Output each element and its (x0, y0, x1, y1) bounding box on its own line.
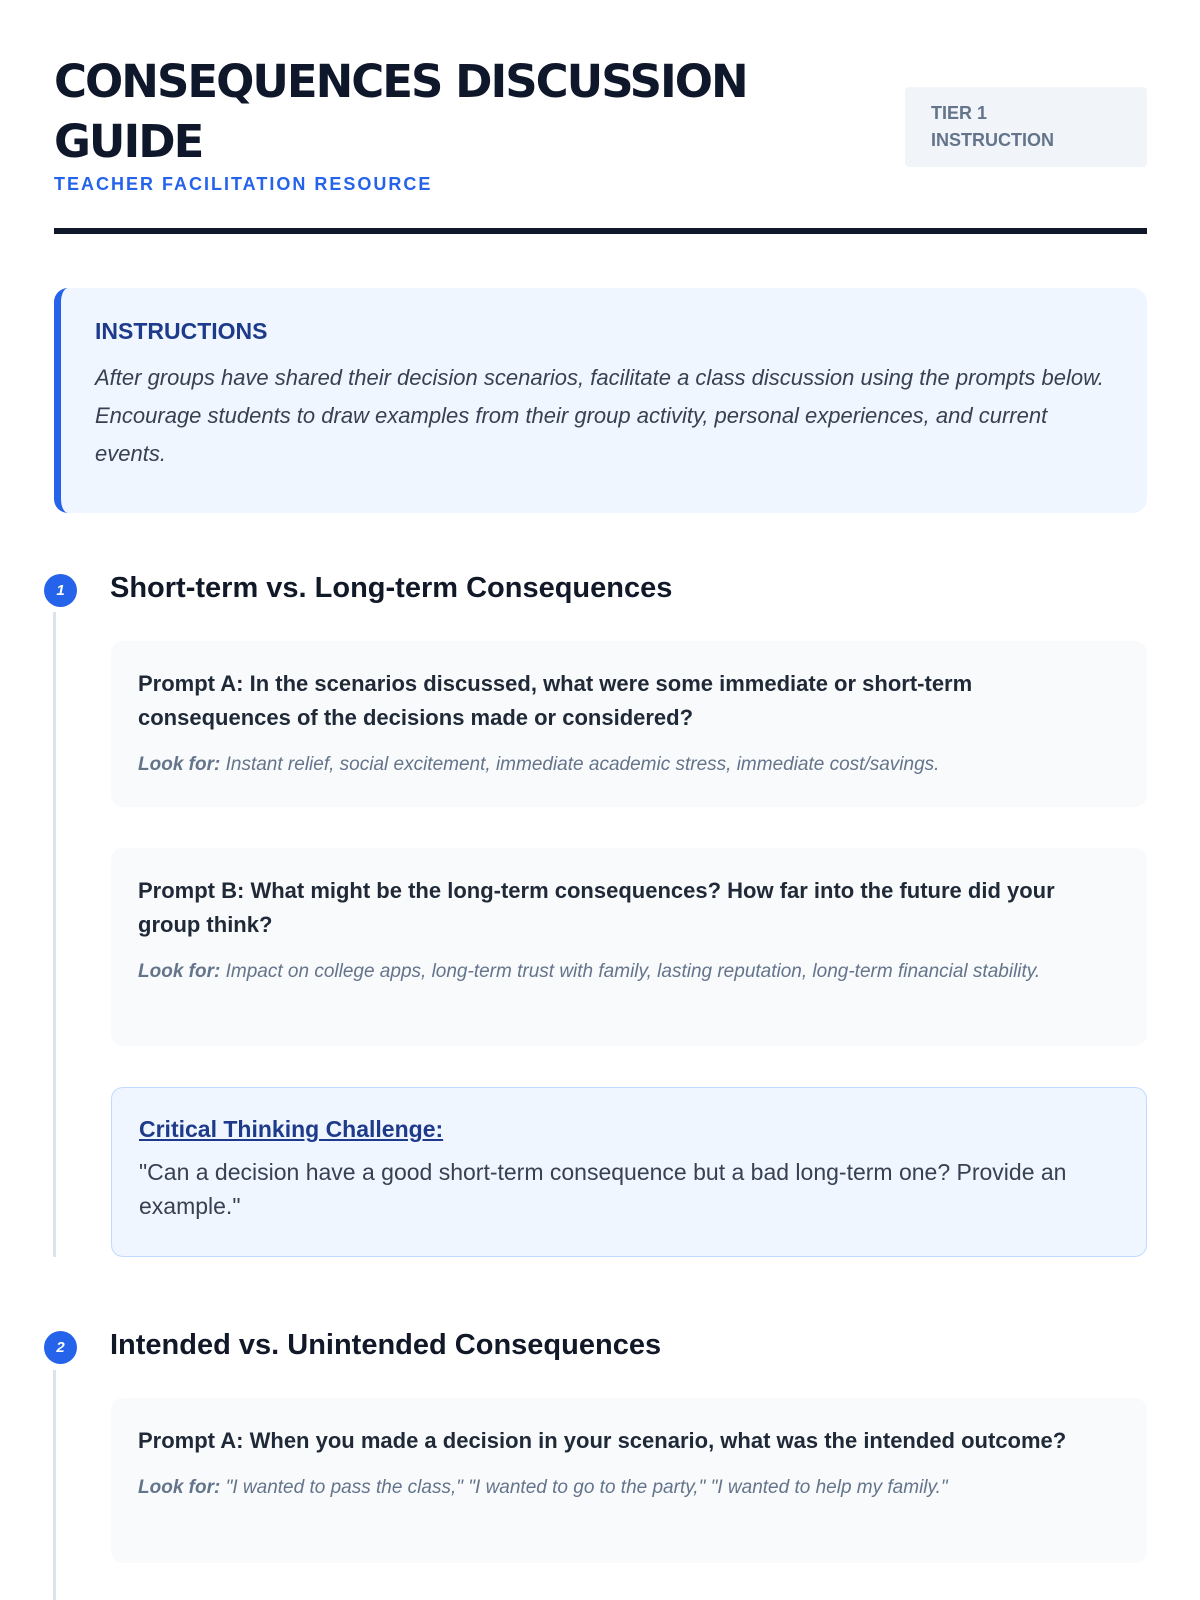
instructions-heading: INSTRUCTIONS (95, 318, 268, 344)
instructions-body: After groups have shared their decision scenarios, facilitate a class discussion using the prompts below. Encourage students to draw examples from their group activity, personal experiences, and current events. (95, 365, 1104, 466)
look-for (138, 1472, 1120, 1504)
tier-badge-line2: INSTRUCTION (931, 130, 1054, 150)
look-for-text: Impact on college apps, long-term trust with family, lasting reputation, long-term financial stability. (225, 961, 1041, 982)
prompt-card (111, 641, 1147, 807)
section-title: Short-term vs. Long-term Consequences (110, 572, 673, 604)
instructions-box (54, 288, 1147, 513)
section-title: Intended vs. Unintended Consequences (110, 1329, 662, 1361)
page-title: CONSEQUENCES DISCUSSION GUIDE (54, 55, 747, 168)
prompt-card (111, 848, 1147, 1046)
prompt-text: Prompt A: When you made a decision in your scenario, what was the intended outcome? (138, 1428, 1067, 1453)
timeline-line (53, 612, 56, 1257)
critical-thinking-challenge (111, 1087, 1147, 1257)
look-for (138, 749, 1120, 781)
look-for-label: Look for: (138, 1477, 221, 1498)
page-subtitle: TEACHER FACILITATION RESOURCE (54, 174, 433, 194)
look-for-text: Instant relief, social excitement, immediate academic stress, immediate cost/savings. (225, 754, 940, 775)
timeline-line (53, 1370, 56, 1600)
look-for-text: "I wanted to pass the class," "I wanted to go to the party," "I wanted to help my family." (225, 1477, 948, 1498)
section-number-badge: 2 (44, 1331, 77, 1364)
tier-badge (905, 87, 1147, 167)
header-divider (54, 228, 1147, 234)
prompt-text: Prompt A: In the scenarios discussed, what were some immediate or short-term consequences of the decisions made or considered? (138, 671, 973, 730)
look-for (138, 956, 1120, 988)
challenge-body: "Can a decision have a good short-term consequence but a bad long-term one? Provide an example." (139, 1159, 1067, 1219)
section-number-badge: 1 (44, 574, 77, 607)
look-for-label: Look for: (138, 961, 221, 982)
page-header (54, 52, 1147, 195)
tier-badge-line1: TIER 1 (931, 103, 988, 123)
prompt-text: Prompt B: What might be the long-term consequences? How far into the future did your group think? (138, 878, 1055, 937)
challenge-title[interactable]: Critical Thinking Challenge: (139, 1116, 444, 1142)
look-for-label: Look for: (138, 754, 221, 775)
prompt-card (111, 1398, 1147, 1563)
